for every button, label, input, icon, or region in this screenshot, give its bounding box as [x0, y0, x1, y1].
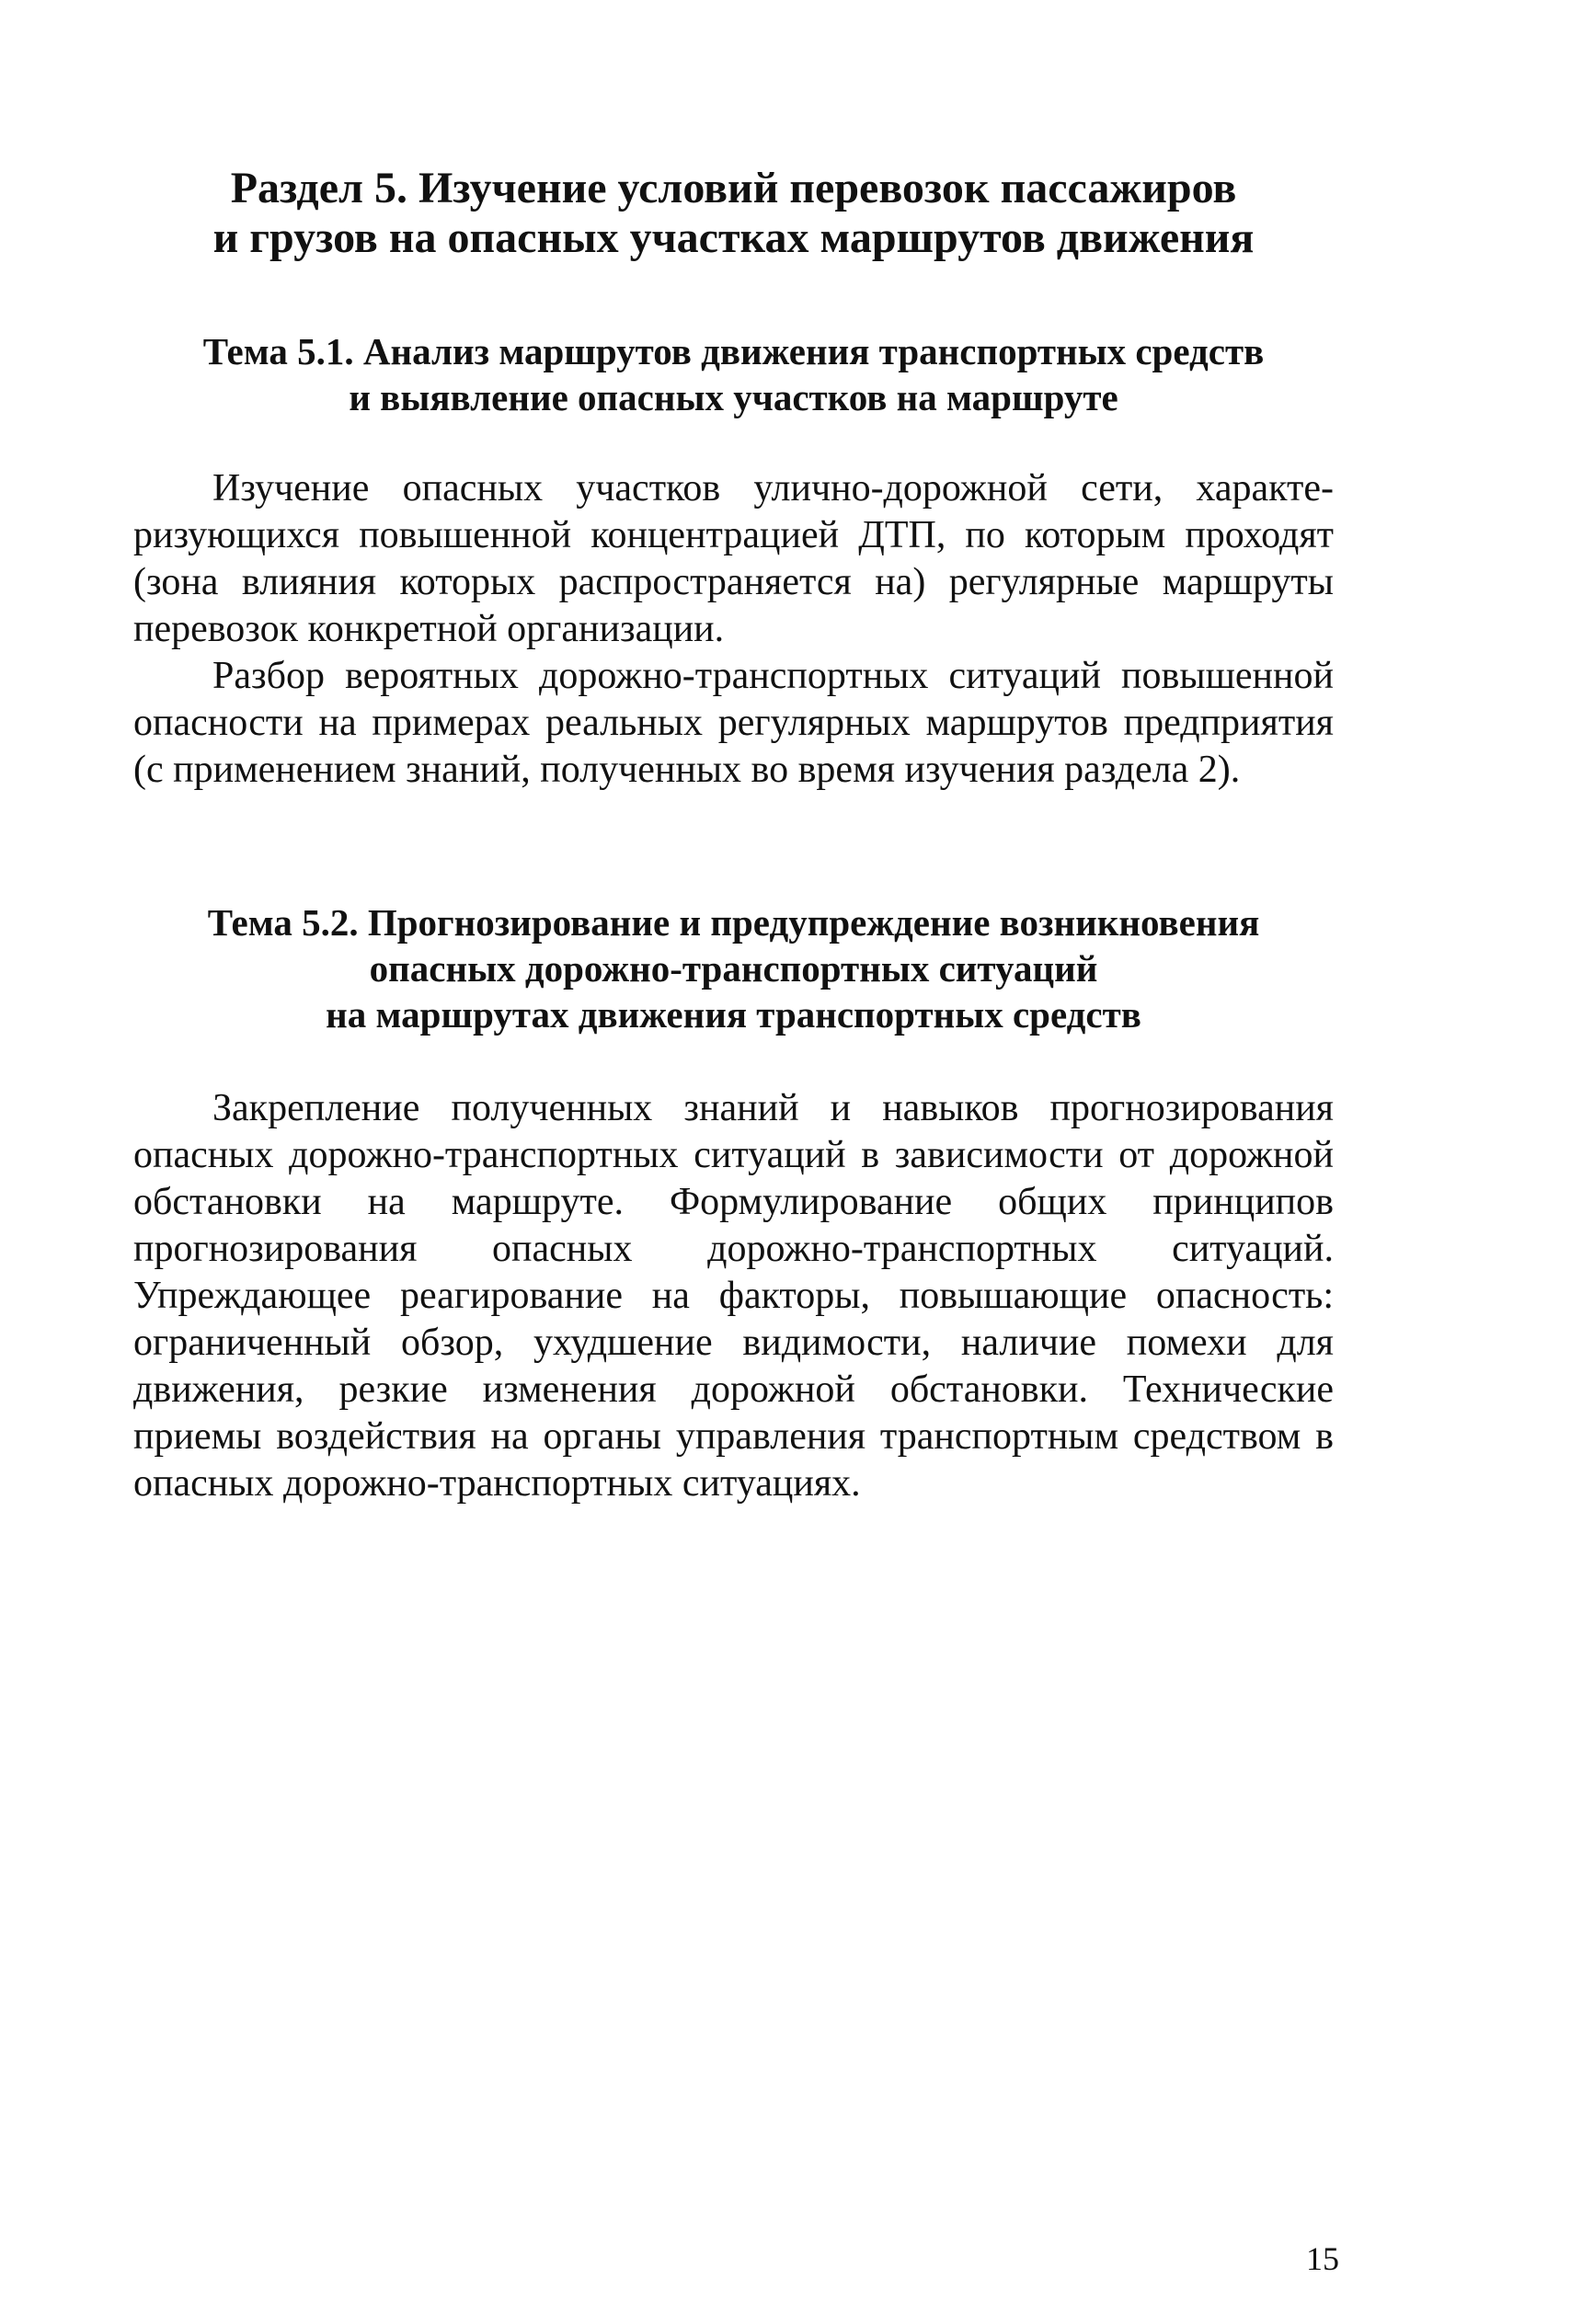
topic-5-1-title-line-2: и выявление опасных участков на маршруте [349, 376, 1118, 418]
topic-5-1-body [133, 465, 1334, 794]
topic-5-2-title-line-3: на маршрутах движения транспортных средств [326, 993, 1141, 1036]
section-title-line-1: Раздел 5. Изучение условий перевозок пассажиров [230, 164, 1237, 212]
section-title-line-2: и грузов на опасных участках маршрутов движения [212, 213, 1255, 262]
topic-5-2-title [133, 899, 1334, 1037]
topic-5-2-title-line-2: опасных дорожно-транспортных ситуаций [369, 947, 1098, 990]
section-title [133, 164, 1334, 263]
topic-5-1-title [133, 328, 1334, 420]
topic-5-1-paragraph-1: Изучение опасных участков улично-дорожной сети, характеризующихся повышенной концентрацией ДТП, по которым проходят (зона влияния которых распространяется на) регулярные маршруты перевозок конкретной организации. [133, 467, 1334, 650]
topic-5-2-paragraph-1: Закрепление полученных знаний и навыков прогнозирования опасных дорожно-транспортных ситуаций в зависимости от дорожной обстановки на маршруте. Формулирование общих принципов прогнозирования опасных дорожно-транспортных ситуаций. Упреждающее реагирование на факторы, повышающие опасность: ограниченный обзор, ухудшение видимости, наличие помехи для движения, резкие изменения дорожной обстановки. Технические приемы воздействия на органы управления транспортным средством в опасных дорожно-транспортных ситуациях. [133, 1087, 1334, 1505]
topic-5-1-title-line-1: Тема 5.1. Анализ маршрутов движения транспортных средств [202, 330, 1265, 372]
topic-5-1-paragraph-2: Разбор вероятных дорожно-транспортных ситуаций повышенной опасности на примерах реальных регулярных маршрутов предприятия (с применением знаний, полученных во время изучения раздела 2). [133, 655, 1334, 791]
topic-5-2-body [133, 1085, 1334, 1507]
topic-5-2-title-line-1: Тема 5.2. Прогнозирование и предупреждение возникновения [207, 901, 1260, 944]
page-number: 15 [1306, 2240, 1339, 2277]
